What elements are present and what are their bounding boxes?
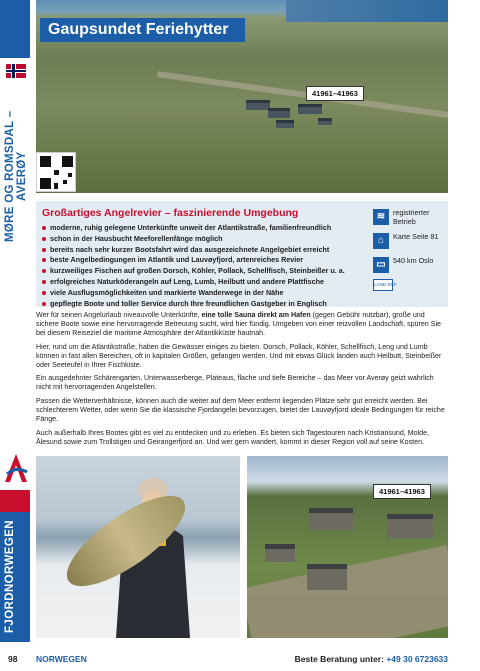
cabin — [387, 514, 433, 538]
qr-code-icon[interactable] — [36, 152, 76, 192]
feature-item: moderne, ruhig gelegene Unterkünfte unweit der Atlantikstraße, familienfreundlich — [42, 223, 372, 234]
fact-map — [373, 231, 445, 253]
feature-item: bereits nach sehr kurzer Bootsfahrt wird das ausgezeichnete Angelgebiet erreicht — [42, 245, 372, 256]
cabin — [309, 508, 353, 530]
feature-item: erfolgreiches Naturköderangeln auf Leng, Lumb, Heilbutt und andere Plattfische — [42, 277, 372, 288]
paragraph-highlight: eine tolle Sauna direkt am Hafen — [201, 311, 311, 319]
fact-text: 540 km Oslo — [393, 256, 434, 265]
section-label: FJORDNORWEGEN — [4, 520, 16, 634]
brand-logo-icon — [3, 452, 29, 486]
feature-item: gepflegte Boote und toller Service durch Ihre freundlichen Gastgeber in Englisch — [42, 299, 372, 310]
sidebar — [0, 0, 30, 671]
cabin — [298, 104, 322, 114]
paragraph — [36, 311, 448, 338]
feature-item: kurzweiliges Fischen auf großen Dorsch, Köhler, Pollack, Schellfisch, Steinbeißer u. a. — [42, 266, 372, 277]
contact-phone[interactable]: +49 30 6723633 — [386, 654, 448, 664]
feature-item: schon in der Hausbucht Meeforellenfänge möglich — [42, 234, 372, 245]
sidebar-top-block — [0, 0, 30, 58]
paragraph: Hier, rund um die Atlantikstraße, haben die Gewässer einiges zu bieten. Dorsch, Pollack, Köhler, Schellfisch, Leng und Lumb können in fast allen Bereichen, oft in kapitalen Größen, gefangen werden. Und mit etwas Glück landen auch Heilbutt, Steinbeißer oder Seeteufel in Ihrer Fischkiste. — [36, 342, 442, 369]
fact-registered — [373, 207, 445, 229]
cabin — [246, 100, 270, 110]
map-icon: ⌂ — [373, 233, 389, 249]
cabin — [265, 544, 295, 562]
angler-photo — [36, 456, 240, 638]
paragraph: Ein ausgedehnter Schärengarten, Unterwasserberge, Plateaus, flache und tiefe Bereiche – das Meer vor Averøy geizt wahrlich nicht mit hervorragenden Angelstellen. — [36, 374, 434, 392]
paragraph-text: (gegen Gebühr nutzbar), große und sichere Boote sowie eine hervorragende Betreuung sucht, wird hier fündig. Umgeben von einer reizvollen Landschaft, spüren Sie bei diesem Reiseziel die maritime Atmosphäre der Atlantikküste hautnah. — [36, 311, 441, 337]
region-label: MØRE OG ROMSDAL – AVERØY — [4, 110, 28, 242]
hero-sea — [286, 0, 448, 22]
fact-distance — [373, 255, 445, 277]
fish-icon: ≋ — [373, 209, 389, 225]
paragraph-text: Wer für seinen Angelurlaub niveauvolle Unterkünfte, — [36, 311, 202, 319]
feature-list — [42, 223, 372, 309]
description — [36, 311, 448, 452]
cabin — [318, 118, 332, 125]
facts-panel — [373, 207, 445, 279]
section-tab — [0, 490, 30, 642]
page-title: Gaupsundet Feriehytter — [40, 18, 245, 42]
contact-line — [295, 654, 448, 664]
paragraph: Auch außerhalb Ihres Bootes gibt es viel zu entdecken und zu erleben. Es bieten sich Tagestouren nach Kristiansund, Molde, Ålesund sowie zum Trollstigen und Geirangerfjord an. Und wer gern wandert, kommt in dieser Region voll auf seine Kosten. — [36, 428, 430, 446]
section-tab-accent — [0, 490, 30, 512]
cabin — [268, 108, 290, 118]
country-label: NORWEGEN — [36, 654, 87, 664]
info-box — [36, 201, 448, 307]
feature-item: beste Angelbedingungen im Atlantik und Lauvøyfjord, artenreiches Revier — [42, 255, 372, 266]
page-number: 98 — [8, 654, 18, 664]
certification-badge: LAND·ERF — [373, 279, 393, 291]
contact-label: Beste Beratung unter: — [294, 654, 384, 664]
cabin — [276, 120, 294, 128]
info-heading: Großartiges Angelrevier – faszinierende Umgebung — [42, 207, 299, 219]
fact-text: registrierter Betrieb — [393, 208, 430, 226]
norway-flag-icon — [6, 64, 26, 78]
hero-code-badge: 41961–41963 — [306, 86, 364, 101]
cabins-aerial-photo — [247, 456, 448, 638]
paragraph: Passen die Wetterverhältnisse, können auch die weiter auf dem Meer entfernt liegenden Plätze sehr gut erreicht werden. Bei schlechterem Wetter, oder wenn Sie die klassische Fjordangelei bevorzugen, bietet der Lauvøyfjord ideale Bedingungen für reiche Fänge. — [36, 397, 445, 424]
fact-text: Karte Seite 81 — [393, 232, 439, 241]
feature-item: viele Ausflugsmöglichkeiten und markierte Wanderwege in der Nähe — [42, 288, 372, 299]
car-icon: ▭ — [373, 257, 389, 273]
cabin — [307, 564, 347, 590]
photo-code-badge: 41961–41963 — [373, 484, 431, 499]
